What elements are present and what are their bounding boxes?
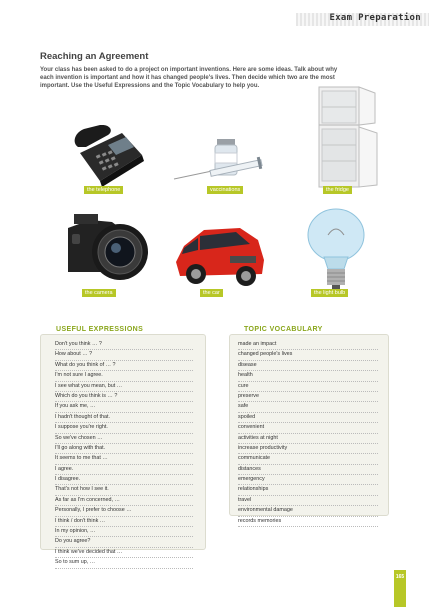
fridge-image — [305, 85, 383, 191]
label-light-bulb: the light bulb — [311, 289, 348, 297]
list-item: I think / don't think … — [55, 517, 193, 527]
page-number: 165 — [394, 570, 406, 607]
list-item: If you ask me, … — [55, 402, 193, 412]
list-item: environmental damage — [238, 506, 378, 516]
list-item: changed people's lives — [238, 350, 378, 360]
list-item: Which do you think is … ? — [55, 392, 193, 402]
list-item: activities at night — [238, 434, 378, 444]
page-title: Reaching an Agreement — [40, 51, 149, 62]
lightbulb-image — [302, 205, 374, 291]
list-item: I hadn't thought of that. — [55, 413, 193, 423]
list-item: I see what you mean, but … — [55, 382, 193, 392]
list-item: That's not how I see it. — [55, 485, 193, 495]
label-camera: the camera — [82, 289, 116, 297]
topic-vocabulary-box — [229, 334, 389, 524]
telephone-image — [70, 125, 150, 187]
useful-expressions-list — [55, 340, 193, 569]
section-title: Exam Preparation — [329, 13, 421, 23]
list-item: I'll go along with that. — [55, 444, 193, 454]
list-item: I disagree. — [55, 475, 193, 485]
list-item: health — [238, 371, 378, 381]
useful-expressions-box — [40, 334, 206, 566]
topic-vocabulary-heading: TOPIC VOCABULARY — [244, 326, 323, 333]
list-item: I'm not sure I agree. — [55, 371, 193, 381]
list-item: disease — [238, 361, 378, 371]
list-item: I think we've decided that … — [55, 548, 193, 558]
label-vaccinations: vaccinations — [207, 186, 243, 194]
instructions-text: Your class has been asked to do a project on important inventions. Here are some ideas. Talk about why each invention is important and how it has changed people's lives. Then decide which two are the most important. Use the Useful Expressions and the Topic Vocabulary to help you. — [40, 67, 338, 90]
list-item: communicate — [238, 454, 378, 464]
camera-image — [60, 210, 152, 286]
list-item: Do you agree? — [55, 537, 193, 547]
list-item: I suppose you're right. — [55, 423, 193, 433]
list-item: emergency — [238, 475, 378, 485]
list-item: increase productivity — [238, 444, 378, 454]
car-image — [170, 222, 270, 288]
list-item: spoiled — [238, 413, 378, 423]
list-item: What do you think of … ? — [55, 361, 193, 371]
list-item: cure — [238, 382, 378, 392]
list-item: Personally, I prefer to choose … — [55, 506, 193, 516]
label-fridge: the fridge — [323, 186, 352, 194]
vaccine-image — [172, 135, 272, 185]
list-item: safe — [238, 402, 378, 412]
list-item: So we've chosen … — [55, 434, 193, 444]
list-item: In my opinion, … — [55, 527, 193, 537]
list-item: I agree. — [55, 465, 193, 475]
list-item: relationships — [238, 485, 378, 495]
list-item: How about … ? — [55, 350, 193, 360]
list-item: preserve — [238, 392, 378, 402]
label-telephone: the telephone — [84, 186, 123, 194]
list-item: records memories — [238, 517, 378, 527]
list-item: made an impact — [238, 340, 378, 350]
list-item: It seems to me that … — [55, 454, 193, 464]
list-item: As far as I'm concerned, … — [55, 496, 193, 506]
useful-expressions-heading: USEFUL EXPRESSIONS — [56, 326, 144, 333]
list-item: So to sum up, … — [55, 558, 193, 568]
list-item: Don't you think … ? — [55, 340, 193, 350]
list-item: distances — [238, 465, 378, 475]
topic-vocabulary-list — [238, 340, 378, 527]
label-car: the car — [200, 289, 223, 297]
list-item: travel — [238, 496, 378, 506]
list-item: convenient — [238, 423, 378, 433]
